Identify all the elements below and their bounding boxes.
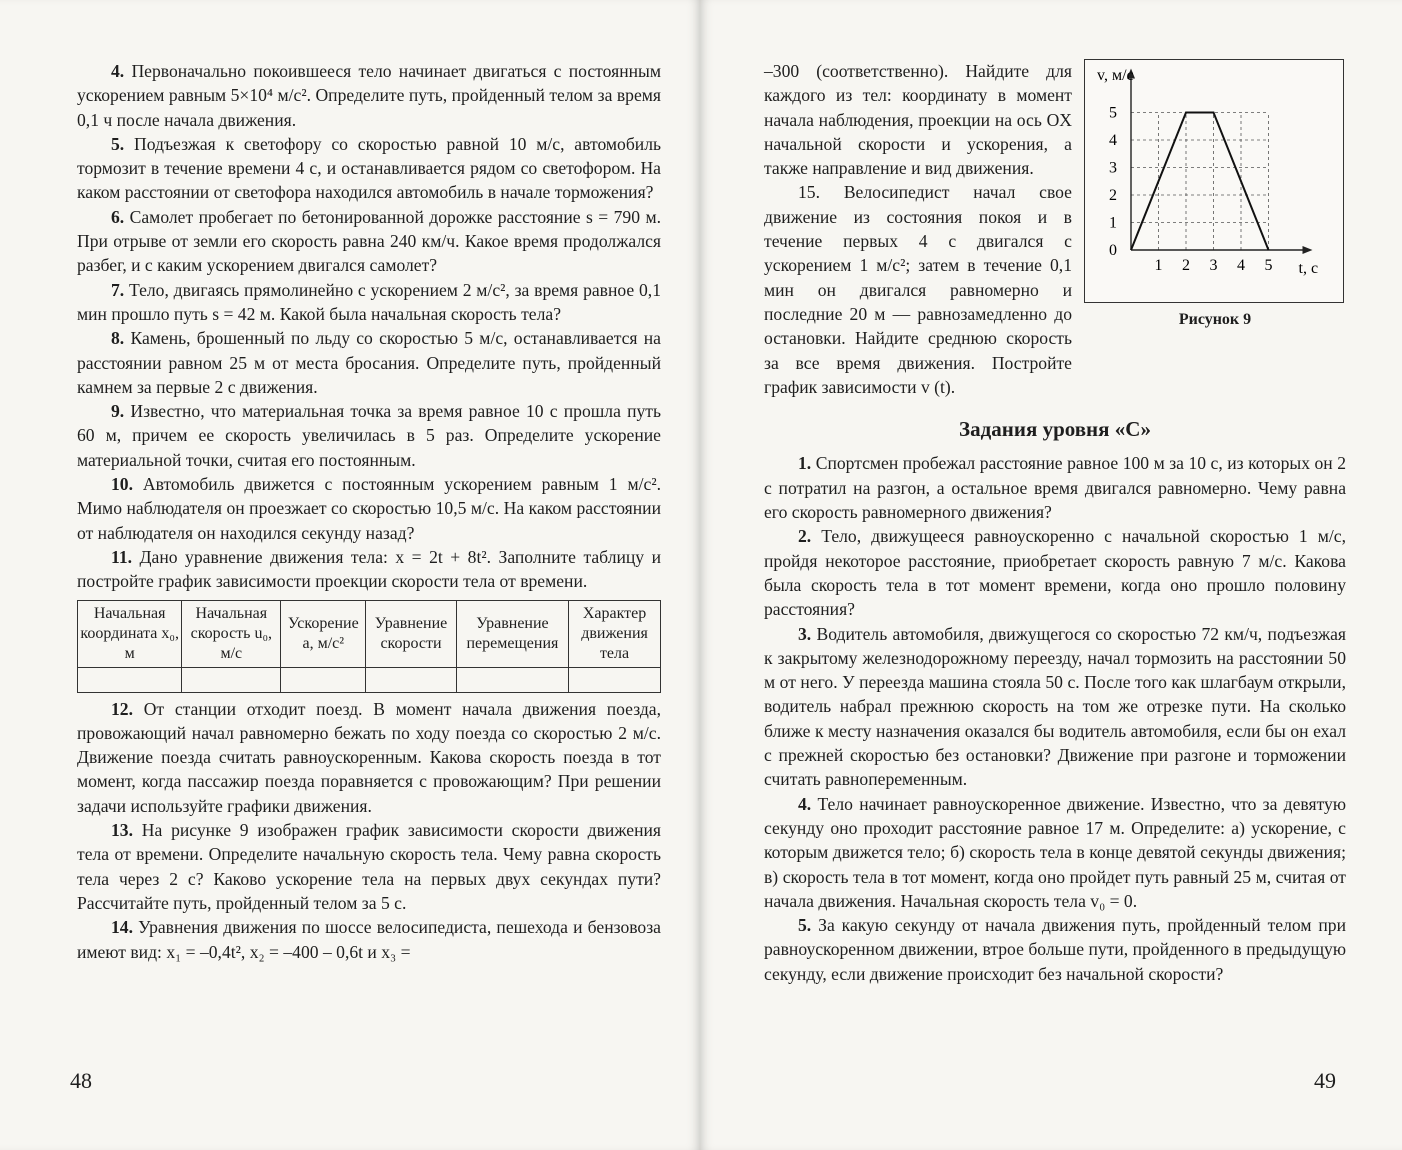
velocity-time-chart [1085,60,1343,302]
problem-text: Тело начинает равноускоренное движение. Известно, что за девятую секунду оно проходит расстояние равное 17 м. Определите: а) ускорение, с которым движется тело; б) скорость тела в конце девятой секунды движения; в) скорость тела в тот момент, когда оно пройдет путь равный 25 м, считая от начала движения. Начальная скорость тела v₀ = 0. [764,793,1346,911]
problem-8 [77,326,661,399]
problem-text: За какую секунду от начала движения путь, пройденный телом при равноускоренном движении, втрое больше пути, пройденного в предыдущую секунду, если движение происходит без начальной скорости? [764,915,1346,984]
problem-text: Спортсмен пробежал расстояние равное 100 м за 10 с, из которых он 2 с потратил на разгон, а остальное время двигался равномерно. Чему равна его скорость равномерного движения? [764,453,1346,523]
y-tick-label: 2 [1109,187,1117,204]
problem-text: Самолет пробегает по бетонированной дорожке расстояние s = 790 м. При отрыве от земли его скорость равна 240 км/ч. Какое время продолжался разбег, и с каким ускорением двигался самолет? [77,206,661,276]
problem-text: Уравнения движения по шоссе велосипедиста, пешехода и бензовоза имеют вид: x₁ = –0,4t², x₂ = –400 – 0,6t и x₃ = [77,917,661,962]
x-axis-arrow-icon [1303,246,1313,254]
problem-number: 11. [111,546,133,567]
problem-text: Автомобиль движется с постоянным ускорением равным 1 м/с². Мимо наблюдателя он проезжает со скоростью 10,5 м/с. На каком расстоянии от наблюдателя он находился секунду назад? [77,474,661,543]
page-number-right: 49 [1314,1068,1336,1093]
problem-number: 12. [111,698,133,719]
table-header: Начальная скорость u₀, м/с [182,600,281,667]
problem-12 [77,697,661,818]
problem-7 [77,278,661,327]
x-tick-label: 5 [1264,257,1273,274]
x-tick-label: 4 [1237,257,1245,274]
problem-14-continuation: –300 (соответственно). Найдите для каждого из тел: координату в момент начала наблюдения, проекции на ось OX начальной скорости и ускорения, а также направление и вид движения. [764,61,1072,179]
problem-number: 6. [111,206,125,227]
problem-text: Камень, брошенный по льду со скоростью 5 м/с, останавливается на расстоянии равном 25 м от места бросания. Определите путь, пройденный камнем за первые 2 с движения. [77,328,661,397]
table-header: Ускорение a, м/с² [281,600,366,667]
table-cell [182,667,281,692]
y-tick-label: 3 [1109,159,1117,177]
table-header: Характер движения тела [569,600,661,667]
table-row [78,667,661,692]
problem-number: 1. [798,453,812,474]
problem-number: 14. [111,917,133,938]
problem-11 [77,545,661,594]
problem-6 [77,205,661,278]
problem-number: 7. [111,279,125,300]
x-tick-label: 2 [1182,257,1190,274]
table-header: Начальная координата x₀, м [78,600,182,667]
problem-5 [77,132,661,205]
table-header-row [78,600,661,667]
problem-10 [77,472,661,545]
problem-text: Тело, двигаясь прямолинейно с ускорением 2 м/с², за время равное 0,1 мин прошло путь s = 42 м. Какой была начальная скорость тела? [77,279,661,324]
table-cell [281,667,366,692]
table-cell [456,667,568,692]
problem-4 [77,59,661,132]
y-tick-label: 1 [1109,214,1117,232]
problem-text: Велосипедист начал свое движение из состояния покоя и в течение первых 4 с двигался с ускорением 1 м/с²; затем в течение 0,1 мин он двигался равномерно и последние 20 м — равнозамедленно до остановки. Найдите среднюю скорость за все время движения. Постройте график зависимости v (t). [764,182,1072,397]
problem-number: 5. [111,133,125,154]
problem-c4 [764,792,1346,913]
problem-text: Тело, движущееся равноускоренно с начальной скоростью 1 м/с, пройдя некоторое расстояние, приобретает скорость равную 7 м/с. Какова была скорость тела в тот момент времени, когда оно прошло половину расстояния? [764,526,1346,620]
table-header: Уравнение перемещения [456,600,568,667]
motion-table [77,600,661,693]
problem-number: 4. [798,793,812,814]
problem-c3 [764,622,1346,792]
left-column [77,59,661,964]
problem-text: На рисунке 9 изображен график зависимости скорости движения тела от времени. Определите начальную скорость тела. Чему равна скорость тела через 2 с? Каково ускорение тела на первых двух секундах пути? Рассчитайте путь, пройденный телом за 5 с. [77,820,661,913]
left-page [0,0,700,1150]
problem-number: 13. [111,820,133,841]
x-axis-label: t, c [1298,260,1319,277]
problem-text: Водитель автомобиля, движущегося со скоростью 72 км/ч, подъезжая к закрытому железнодорожному переезду, начал тормозить на расстоянии 50 м от него. У переезда машина стояла 50 с. После того как шлагбаум открыли, водитель набрал прежнюю скорость на том же отрезке пути. На сколько ближе к месту назначения оказался бы водитель автомобиля, если бы он ехал с прежней скоростью без остановки? Движение при разгоне и торможении считать равнопеременным. [764,623,1346,790]
problem-9 [77,399,661,472]
page-number-left: 48 [70,1068,92,1093]
x-tick-label: 1 [1154,257,1163,274]
problem-c1 [764,451,1346,524]
problem-number: 2. [798,526,812,547]
table-cell [569,667,661,692]
y-tick-label: 0 [1109,242,1117,259]
x-tick-label: 3 [1209,257,1218,274]
problem-c2 [764,524,1346,621]
problem-text: Известно, что материальная точка за время равное 10 с прошла путь 60 м, причем ее скорость увеличилась в 5 раз. Определите ускорение материальной точки, считая его постоянным. [77,401,661,470]
problem-text: От станции отходит поезд. В момент начала движения поезда, провожающий начал равномерно бежать по ходу поезда со скоростью 2 м/с. Движение поезда считать равноускоренным. Какова скорость поезда в тот момент, когда пассажир поезда поравняется с провожающим? При решении задачи используйте графики движения. [77,698,661,816]
problem-text: Подъезжая к светофору со скоростью равной 10 м/с, автомобиль тормозит в течение времени 4 с, и останавливается рядом со светофором. На каком расстоянии от светофора находился автомобиль в начале торможения? [77,133,662,203]
problem-text: Первоначально покоившееся тело начинает двигаться с постоянным ускорением равным 5×10⁴ м/с². Определите путь, пройденный телом за время 0,1 ч после начала движения. [77,61,661,130]
problem-number: 15. [798,182,820,203]
problem-number: 5. [798,915,812,936]
problem-number: 10. [111,474,133,495]
problem-c5 [764,913,1346,986]
problem-14 [77,915,661,964]
table-cell [78,667,182,692]
y-axis-label: v, м/с [1097,67,1134,84]
table-cell [366,667,457,692]
figure-caption: Рисунок 9 [1178,311,1252,328]
velocity-series-line [1131,113,1269,251]
problem-number: 4. [111,61,125,81]
section-title: Задания уровня «С» [959,417,1151,442]
y-tick-label: 5 [1109,104,1117,122]
right-column [764,59,1346,986]
problem-13 [77,818,661,915]
problem-text: Дано уравнение движения тела: x = 2t + 8t². Заполните таблицу и постройте график зависимости проекции скорости тела от времени. [77,546,662,592]
table-header: Уравнение скорости [366,600,457,667]
problem-number: 8. [111,328,125,349]
y-tick-label: 4 [1109,132,1117,149]
figure-frame [1084,59,1344,303]
problem-number: 3. [798,623,812,644]
problem-number: 9. [111,401,125,422]
figure-9 [1084,59,1346,351]
